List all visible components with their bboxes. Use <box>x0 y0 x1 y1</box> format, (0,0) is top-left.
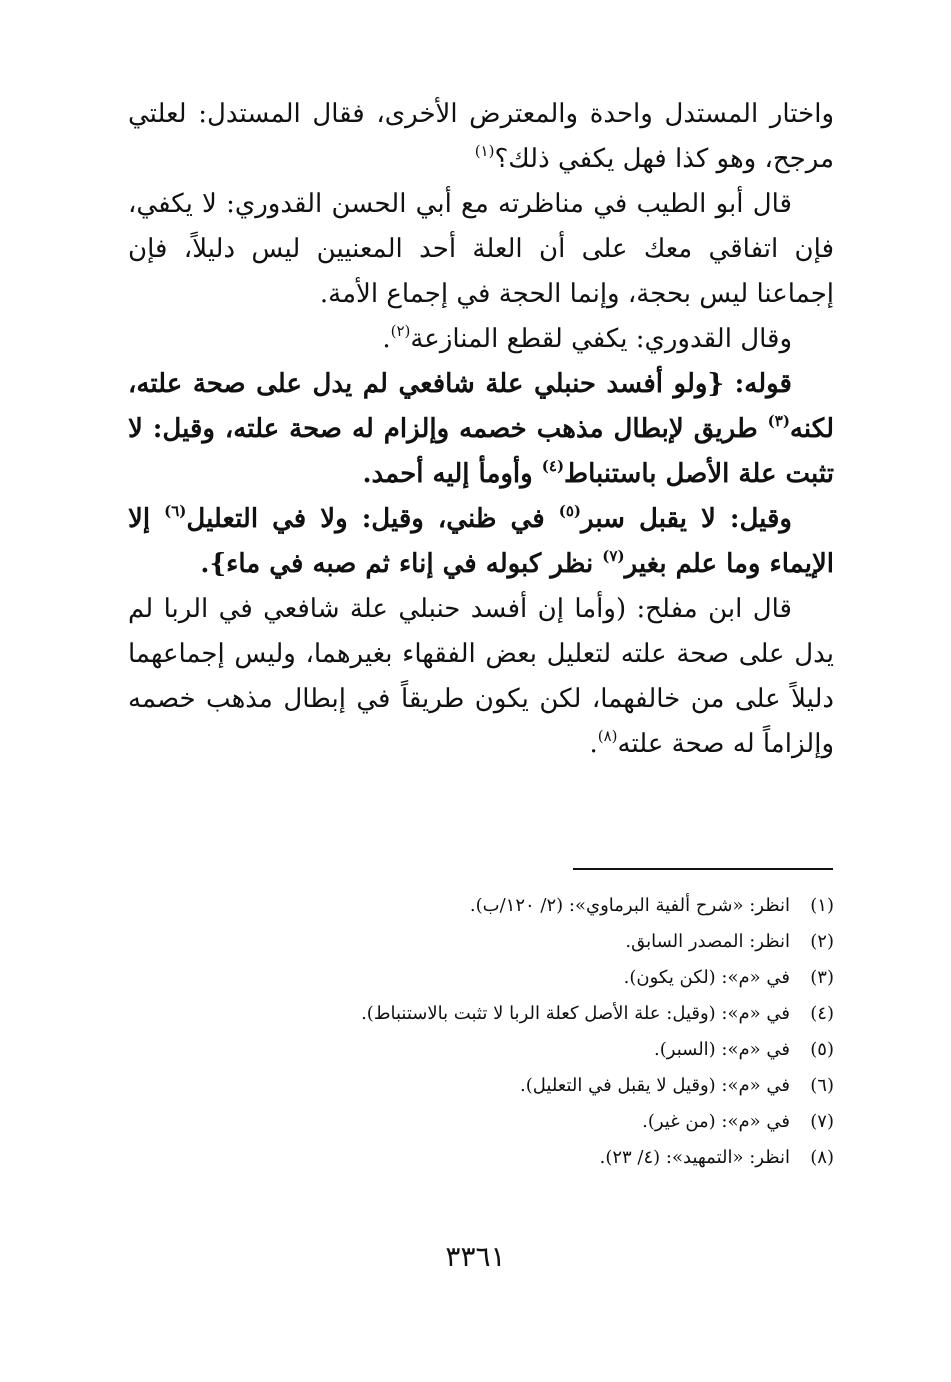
footnote-text: في «م»: (من غير). <box>642 1111 790 1132</box>
paragraph-text: قال ابن مفلح: (وأما إن أفسد حنبلي علة شافعي في الربا لم يدل على صحة علته لتعليل بعض الفقهاء بغيرهما، وليس إجماعهما دليلاً على من خالفهما، لكن يكون طريقاً في إبطال مذهب خصمه وإلزاماً له صحة علته <box>128 594 834 759</box>
footnote-text: في «م»: (السبر). <box>654 1039 790 1060</box>
paragraph-text-tail: نظر كبوله في إناء ثم صبه في ماء}. <box>200 549 603 579</box>
footnote-ref-8: (٨) <box>597 727 618 745</box>
footnote-item <box>128 1039 834 1075</box>
paragraph-text-mid: طريق لإبطال مذهب خصمه وإلزام له صحة علته، وقيل: لا تثبت علة الأصل باستنباط <box>128 414 834 489</box>
paragraph-4 <box>128 362 834 497</box>
footnote-item <box>128 1111 834 1147</box>
paragraph-5 <box>128 497 834 587</box>
paragraph-text: وقيل: لا يقبل سبر <box>580 504 792 534</box>
page-number: ٣٣٦١ <box>445 1240 506 1273</box>
footnote-number: (٨) <box>810 1147 834 1168</box>
footnote-text: في «م»: (وقيل لا يقبل في التعليل). <box>520 1075 790 1096</box>
footnote-ref-7: (٧) <box>602 547 625 565</box>
paragraph-text: قال أبو الطيب في مناظرته مع أبي الحسن القدوري: لا يكفي، فإن اتفاقي معك على أن العلة أحد المعنيين ليس دليلاً، فإن إجماعنا ليس بحجة، وإنما الحجة في إجماع الأمة. <box>128 189 834 309</box>
footnote-item <box>128 895 834 931</box>
footnote-text: في «م»: (وقيل: علة الأصل كعلة الربا لا تثبت بالاستنباط). <box>361 1003 790 1024</box>
footnote-ref-6: (٦) <box>164 502 187 520</box>
footnote-ref-5: (٥) <box>558 502 581 520</box>
footnote-item <box>128 1003 834 1039</box>
footnote-number: (١) <box>810 895 834 916</box>
footnote-ref-4: (٤) <box>541 457 565 475</box>
paragraph-6 <box>128 587 834 767</box>
footnote-item <box>128 931 834 967</box>
footnote-separator <box>573 868 833 870</box>
footnote-item <box>128 1147 834 1183</box>
footnote-ref-2: (٢) <box>390 322 411 340</box>
footnote-text: انظر: «شرح ألفية البرماوي»: (٢/ ١٢٠/ب). <box>469 895 790 916</box>
footnote-ref-1: (١) <box>474 142 495 160</box>
footnote-number: (٢) <box>810 931 834 952</box>
paragraph-text: واختار المستدل واحدة والمعترض الأخرى، فقال المستدل: لعلتي مرجح، وهو كذا فهل يكفي ذلك؟ <box>128 99 834 174</box>
paragraph-1 <box>128 92 834 182</box>
footnote-ref-3: (٣) <box>767 412 790 430</box>
paragraph-3 <box>128 317 834 362</box>
paragraph-text: وقال القدوري: يكفي لقطع المنازعة <box>410 324 792 354</box>
paragraph-text: قوله: {ولو أفسد حنبلي علة شافعي لم يدل على صحة علته، لكنه <box>128 369 834 444</box>
footnote-number: (٣) <box>810 967 834 988</box>
paragraph-text-mid: إلا الإيماء وما علم بغير <box>128 504 834 579</box>
footnotes <box>128 895 834 1183</box>
footnote-number: (٧) <box>810 1111 834 1132</box>
paragraph-text-tail: . <box>382 324 391 354</box>
footnote-text: في «م»: (لكن يكون). <box>623 967 790 988</box>
footnote-item <box>128 967 834 1003</box>
paragraph-text-mid: في ظني، وقيل: ولا في التعليل <box>186 504 559 534</box>
footnote-text: انظر: المصدر السابق. <box>625 931 790 952</box>
paragraph-text-tail: وأومأ إليه أحمد. <box>362 459 542 489</box>
footnote-number: (٥) <box>810 1039 834 1060</box>
footnote-number: (٤) <box>810 1003 834 1024</box>
paragraph-text-tail: . <box>589 729 598 759</box>
footnote-number: (٦) <box>810 1075 834 1096</box>
paragraph-2 <box>128 182 834 317</box>
footnote-text: انظر: «التمهيد»: (٤/ ٢٣). <box>599 1147 790 1168</box>
footnote-item <box>128 1075 834 1111</box>
main-text <box>128 92 834 767</box>
